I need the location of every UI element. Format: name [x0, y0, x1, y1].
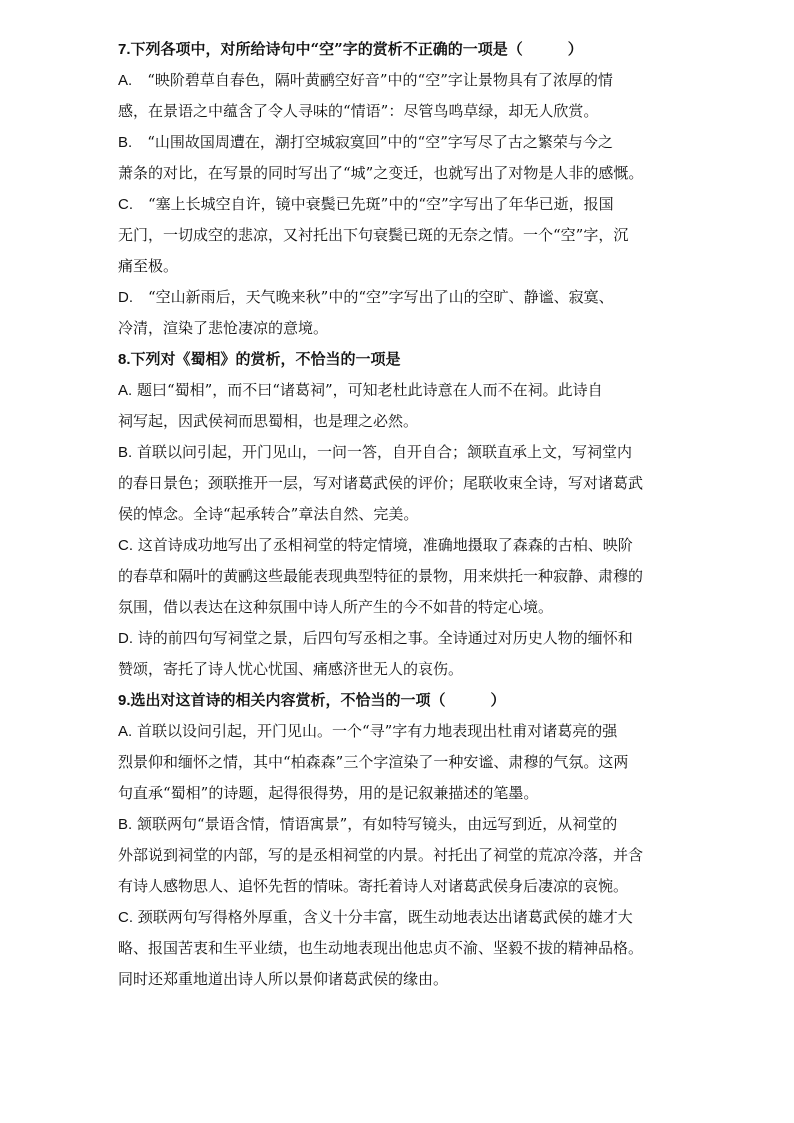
option-line: 痛至极。	[118, 257, 179, 275]
option-line: 无门，一切成空的悲凉，又衬托出下句衰鬓已斑的无奈之情。一个“空”字，沉	[118, 226, 629, 244]
option-letter: C.	[118, 909, 133, 926]
option-line: 句直承“蜀相”的诗题，起得很得势，用的是记叙兼描述的笔墨。	[118, 784, 539, 802]
option-line	[118, 65, 690, 96]
option-line	[118, 282, 690, 313]
option-line: 侯的悼念。全诗“起承转合”章法自然、完美。	[118, 505, 419, 523]
option-letter: D.	[118, 289, 133, 306]
option-line	[118, 902, 690, 933]
option-a	[118, 716, 690, 809]
option-line: 萧条的对比，在写景的同时写出了“城”之变迁，也就写出了对物是人非的感慨。	[118, 164, 644, 182]
option-b	[118, 437, 690, 530]
option-line: 有诗人感物思人、追怀先哲的情味。寄托着诗人对诸葛武侯身后凄凉的哀惋。	[118, 877, 629, 895]
question-9	[118, 685, 690, 995]
option-text: 首联以问引起，开门见山，一问一答，自开自合；颔联直承上文，写祠堂内	[136, 443, 632, 461]
option-text: 题曰“蜀相”，而不曰“诸葛祠”，可知老杜此诗意在人而不在祠。此诗自	[136, 381, 603, 399]
option-line: 赞颂，寄托了诗人忧心忧国、痛感济世无人的哀伤。	[118, 660, 464, 678]
option-line: 氛围，借以表达在这种氛围中诗人所产生的今不如昔的特定心境。	[118, 598, 554, 616]
option-line	[118, 809, 690, 840]
option-line	[118, 716, 690, 747]
option-d	[118, 282, 690, 344]
option-text: 颔联两句“景语含情，情语寓景”，有如特写镜头，由远写到近，从祠堂的	[136, 815, 618, 833]
option-a	[118, 375, 690, 437]
question-stem: 下列对《蜀相》的赏析，不恰当的一项是	[130, 350, 401, 368]
option-line	[118, 127, 690, 158]
option-letter: B.	[118, 134, 133, 151]
option-text: “映阶碧草自春色，隔叶黄鹂空好音”中的“空”字让景物具有了浓厚的情	[132, 71, 613, 89]
question-title	[118, 344, 690, 375]
option-text: “山围故国周遭在，潮打空城寂寞回”中的“空”字写尽了古之繁荣与今之	[132, 133, 613, 151]
option-line: 冷清，渲染了悲怆凄凉的意境。	[118, 319, 329, 337]
option-c	[118, 189, 690, 282]
question-title	[118, 34, 690, 65]
option-b	[118, 809, 690, 902]
question-number: 7.	[118, 41, 131, 58]
option-text: 这首诗成功地写出了丞相祠堂的特定情境，准确地摄取了森森的古柏、映阶	[137, 536, 633, 554]
option-letter: C.	[118, 196, 133, 213]
option-c	[118, 902, 690, 995]
option-line: 祠写起，因武侯祠而思蜀相，也是理之必然。	[118, 412, 419, 430]
option-letter: A.	[118, 723, 133, 740]
option-letter: A.	[118, 382, 133, 399]
question-7	[118, 34, 690, 344]
question-8	[118, 344, 690, 685]
option-text: “塞上长城空自许，镜中衰鬓已先斑”中的“空”字写出了年华已逝，报国	[133, 195, 614, 213]
option-letter: A.	[118, 72, 133, 89]
option-b	[118, 127, 690, 189]
option-line	[118, 530, 690, 561]
option-line: 同时还郑重地道出诗人所以景仰诸葛武侯的缘由。	[118, 970, 449, 988]
question-title	[118, 685, 690, 716]
option-letter: D.	[118, 630, 133, 647]
option-text: “空山新雨后，天气晚来秋”中的“空”字写出了山的空旷、静谧、寂寞、	[133, 288, 614, 306]
question-stem: 选出对这首诗的相关内容赏析，不恰当的一项（ ）	[130, 691, 506, 709]
question-list	[118, 34, 690, 995]
option-line	[118, 437, 690, 468]
option-line: 略、报国苦衷和生平业绩，也生动地表现出他忠贞不渝、坚毅不拔的精神品格。	[118, 939, 644, 957]
option-c	[118, 530, 690, 623]
option-line: 感，在景语之中蕴含了令人寻味的“情语”：尽管鸟鸣草绿，却无人欣赏。	[118, 102, 599, 120]
option-line	[118, 189, 690, 220]
option-text: 首联以设问引起，开门见山。一个“寻”字有力地表现出杜甫对诸葛亮的强	[136, 722, 618, 740]
option-line: 的春草和隔叶的黄鹂这些最能表现典型特征的景物，用来烘托一种寂静、肃穆的	[118, 567, 644, 585]
option-line	[118, 623, 690, 654]
option-letter: C.	[118, 537, 133, 554]
option-letter: B.	[118, 444, 133, 461]
option-text: 颈联两句写得格外厚重，含义十分丰富，既生动地表达出诸葛武侯的雄才大	[137, 908, 633, 926]
option-line: 外部说到祠堂的内部，写的是丞相祠堂的内景。衬托出了祠堂的荒凉冷落，并含	[118, 846, 644, 864]
option-line	[118, 375, 690, 406]
question-stem: 下列各项中，对所给诗句中“空”字的赏析不正确的一项是（ ）	[130, 40, 583, 58]
option-line: 烈景仰和缅怀之情，其中“柏森森”三个字渲染了一种安谧、肃穆的气氛。这两	[118, 753, 629, 771]
option-line: 的春日景色；颈联推开一层，写对诸葛武侯的评价；尾联收束全诗，写对诸葛武	[118, 474, 644, 492]
question-number: 8.	[118, 351, 131, 368]
question-number: 9.	[118, 692, 131, 709]
option-a	[118, 65, 690, 127]
option-d	[118, 623, 690, 685]
option-text: 诗的前四句写祠堂之景，后四句写丞相之事。全诗通过对历史人物的缅怀和	[137, 629, 633, 647]
option-letter: B.	[118, 816, 133, 833]
